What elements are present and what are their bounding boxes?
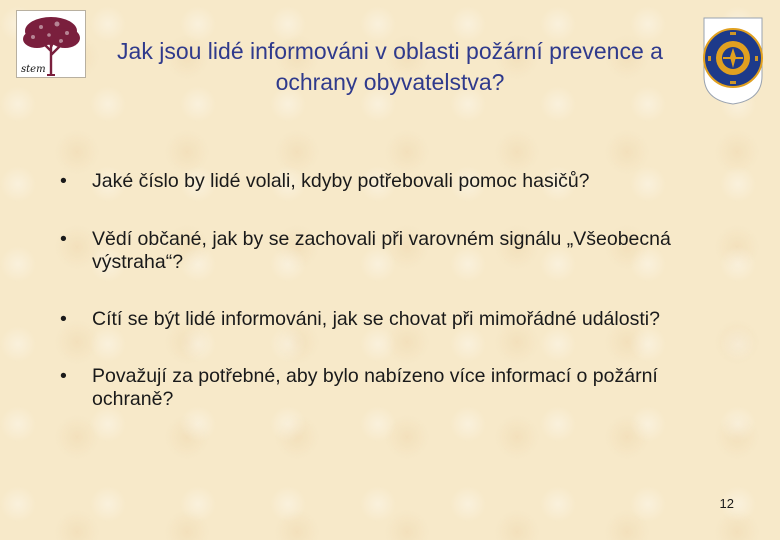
bullet-text: Cítí se být lidé informováni, jak se chovat při mimořádné události?: [92, 308, 660, 330]
list-item: [60, 170, 720, 193]
bullet-list: [60, 170, 720, 411]
list-item: [60, 228, 720, 274]
bullet-text: Jaké číslo by lidé volali, kdyby potřebovali pomoc hasičů?: [92, 170, 590, 192]
stem-logo: [16, 10, 86, 78]
bullet-symbol: •: [60, 170, 67, 192]
bullet-text: Vědí občané, jak by se zachovali při varovném signálu „Všeobecná výstraha“?: [92, 228, 671, 273]
list-item: [60, 365, 720, 411]
slide-title: Jak jsou lidé informováni v oblasti požární prevence a ochrany obyvatelstva?: [117, 38, 663, 95]
fire-brigade-emblem-icon: [700, 14, 766, 106]
bullet-symbol: •: [60, 228, 67, 250]
page-number: 12: [719, 496, 734, 511]
fire-brigade-logo: [700, 14, 766, 106]
bullet-symbol: •: [60, 308, 67, 330]
bullet-symbol: •: [60, 365, 67, 387]
bullet-text: Považují za potřebné, aby bylo nabízeno více informací o požární ochraně?: [92, 365, 658, 410]
list-item: [60, 308, 720, 331]
logo-text: stem: [21, 64, 46, 75]
